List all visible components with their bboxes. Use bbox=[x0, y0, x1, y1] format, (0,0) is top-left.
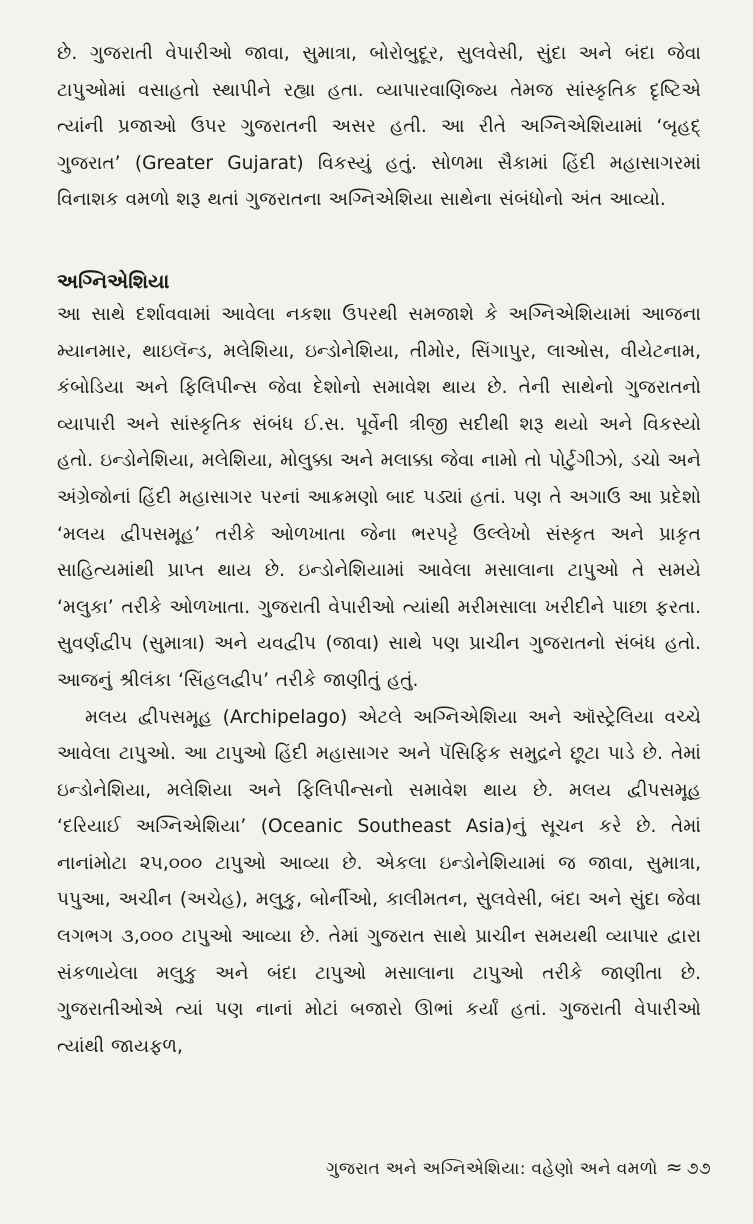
section-heading: અગ્નિએશિયા bbox=[57, 268, 170, 293]
intro-paragraph: છે. ગુજરાતી વેપારીઓ જાવા, સુમાત્રા, બોરોબુદૂર, સુલવેસી, સુંદા અને બંદા જેવા ટાપુઓમાં વસાહતો સ્થાપીને રહ્યા હતા. વ્યાપારવાણિજ્ય તેમજ સાંસ્કૃતિક દૃષ્ટિએ ત્યાંની પ્રજાઓ ઉપર ગુજરાતની અસર હતી. આ રીતે અગ્નિએશિયામાં ‘બૃહદ્ ગુજરાત’ (Greater Gujarat) વિકસ્યું હતું. સોળમા સૈકામાં હિંદી મહાસાગરમાં વિનાશક વમળો શરૂ થતાં ગુજરાતના અગ્નિએશિયા સાથેના સંબંધોનો અંત આવ્યો. bbox=[57, 43, 701, 211]
body-paragraph-2: મલય દ્વીપસમૂહ (Archipelago) એટલે અગ્નિએશિયા અને ઑસ્ટ્રેલિયા વચ્ચે આવેલા ટાપુઓ. આ ટાપુઓ હિંદી મહાસાગર અને પૅસિફિક સમુદ્રને છૂટા પાડે છે. તેમાં ઇન્ડોનેશિયા, મલેશિયા અને ફિલિપીન્સનો સમાવેશ થાય છે. મલય દ્વીપસમૂહ ‘દરિયાઈ અગ્નિએશિયા’ (Oceanic Southeast Asia)નું સૂચન કરે છે. તેમાં નાનાંમોટા ૨૫,૦૦૦ ટાપુઓ આવ્યા છે. એકલા ઇન્ડોનેશિયામાં જ જાવા, સુમાત્રા, પપુઆ, અચીન (અચેહ), મલુકુ, બોર્નીઓ, કાલીમતન, સુલવેસી, બંદા અને સુંદા જેવા લગભગ ૩,૦૦૦ ટાપુઓ આવ્યા છે. તેમાં ગુજરાત સાથે પ્રાચીન સમયથી વ્યાપાર દ્વારા સંકળાયેલા મલુકુ અને બંદા ટાપુઓ મસાલાના ટાપુઓ તરીકે જાણીતા છે. ગુજરાતીઓએ ત્યાં પણ નાનાં મોટાં બજારો ઊભાં કર્યાં હતાં. ગુજરાતી વેપારીઓ ત્યાંથી જાયફળ, bbox=[57, 706, 701, 1057]
page-number: ૭૭ bbox=[686, 1159, 711, 1179]
page-footer bbox=[0, 1155, 711, 1179]
body-paragraph-1: આ સાથે દર્શાવવામાં આવેલા નકશા ઉપરથી સમજાશે કે અગ્નિએશિયામાં આજના મ્યાનમાર, થાઇલૅન્ડ, મલેશિયા, ઇન્ડોનેશિયા, તીમોર, સિંગાપુર, લાઓસ, વીયેટનામ, કંબોડિયા અને ફિલિપીન્સ જેવા દેશોનો સમાવેશ થાય છે. તેની સાથેનો ગુજરાતનો વ્યાપારી અને સાંસ્કૃતિક સંબંધ ઈ.સ. પૂર્વેની ત્રીજી સદીથી શરૂ થયો અને વિકસ્યો હતો. ઇન્ડોનેશિયા, મલેશિયા, મોલુક્કા અને મલાક્કા જેવા નામો તો પોર્ટુગીઝો, ડચો અને અંગ્રેજોનાં હિંદી મહાસાગર પરનાં આક્રમણો બાદ પડ્યાં હતાં. પણ તે અગાઉ આ પ્રદેશો ‘મલય દ્વીપસમૂહ’ તરીકે ઓળખાતા જેના ભરપટ્ટે ઉલ્લેખો સંસ્કૃત અને પ્રાકૃત સાહિત્યમાંથી પ્રાપ્ત થાય છે. ઇન્ડોનેશિયામાં આવેલા મસાલાના ટાપુઓ તે સમયે ‘મલુકા’ તરીકે ઓળખાતા. ગુજરાતી વેપારીઓ ત્યાંથી મરીમસાલા ખરીદીને પાછા ફરતા. સુવર્ણદ્વીપ (સુમાત્રા) અને યવદ્વીપ (જાવા) સાથે પણ પ્રાચીન ગુજરાતનો સંબંધ હતો. આજનું શ્રીલંકા ‘સિંહલદ્વીપ’ તરીકે જાણીતું હતું. bbox=[57, 303, 701, 691]
running-title: ગુજરાત અને અગ્નિએશિયા: વહેણો અને વમળો bbox=[326, 1159, 658, 1179]
footer-separator: ≈ bbox=[665, 1155, 683, 1179]
